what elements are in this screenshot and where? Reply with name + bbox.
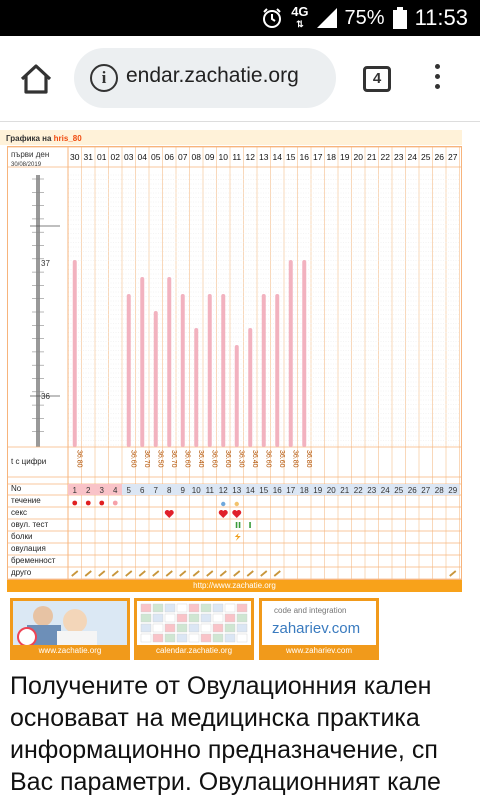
browser-toolbar — [0, 36, 480, 122]
zahariev-tagline: code and integration — [274, 606, 347, 615]
cycle-day-number: 12 — [218, 486, 228, 495]
temperature-value: 36.80 — [304, 450, 312, 468]
network-indicator: 4G ⇅ — [291, 4, 309, 29]
temperature-value: 36.60 — [264, 450, 272, 468]
note-pencil-icon — [450, 571, 456, 576]
date-label: 14 — [272, 152, 282, 162]
note-pencil-icon — [207, 571, 213, 576]
temperature-bar — [140, 277, 144, 447]
temperature-bar — [289, 260, 293, 447]
thumb-cell — [165, 624, 175, 632]
date-label: 09 — [205, 152, 215, 162]
date-label: 22 — [380, 152, 390, 162]
date-label: 07 — [178, 152, 188, 162]
bbt-chart-svg — [8, 147, 461, 579]
note-pencil-icon — [247, 571, 253, 576]
thumb-cell — [225, 634, 235, 642]
cycle-day-number: 26 — [407, 486, 417, 495]
temperature-bar — [262, 294, 266, 447]
cycle-day-number: 13 — [232, 486, 242, 495]
temperature-value: 36.60 — [210, 450, 218, 468]
thumb-cell — [153, 614, 163, 622]
chart-user-link[interactable]: hris_80 — [53, 134, 82, 143]
thumb-cell — [225, 604, 235, 612]
thumb-cell — [237, 634, 247, 642]
date-label: 19 — [340, 152, 350, 162]
thumb-cell — [189, 614, 199, 622]
y-tick-37: 37 — [41, 259, 50, 268]
thumb-cell — [237, 624, 247, 632]
date-labels — [70, 152, 458, 162]
banner-zachatie[interactable] — [10, 598, 130, 660]
temperature-value: 36.70 — [142, 450, 150, 468]
row-label-pain: болки — [11, 532, 33, 541]
row-label-ovulation: овулация — [11, 544, 46, 553]
thermometer-scale — [36, 175, 40, 447]
heart-icon — [165, 510, 174, 518]
thumb-cell — [165, 614, 175, 622]
note-pencil-icon — [193, 571, 199, 576]
cycle-day-number: 16 — [272, 486, 282, 495]
temperature-value: 36.50 — [156, 450, 164, 468]
note-pencil-icon — [72, 571, 78, 576]
tab-switcher-button[interactable]: 4 — [363, 66, 391, 92]
status-bar — [0, 0, 480, 36]
date-label: 12 — [245, 152, 255, 162]
cycle-day-number: 9 — [180, 486, 185, 495]
note-pencil-icon — [153, 571, 159, 576]
temperature-bar — [73, 260, 77, 447]
heart-icon — [219, 510, 228, 518]
note-pencil-icon — [139, 571, 145, 576]
day-markers — [68, 484, 460, 576]
clock: 11:53 — [414, 5, 468, 30]
date-label: 20 — [353, 152, 363, 162]
temperature-values — [75, 450, 312, 468]
date-label: 31 — [83, 152, 93, 162]
date-label: 08 — [191, 152, 201, 162]
thumb-cell — [177, 604, 187, 612]
date-label: 16 — [299, 152, 309, 162]
note-pencil-icon — [166, 571, 172, 576]
thumb-cell — [213, 614, 223, 622]
disclaimer-line-4: Вас параметри. Овулационният кале — [10, 768, 441, 796]
date-label: 10 — [218, 152, 228, 162]
temperature-value: 36.40 — [250, 450, 258, 468]
row-label-flow: течение — [11, 496, 41, 505]
alarm-icon — [261, 7, 283, 29]
date-label: 02 — [110, 152, 120, 162]
ovul-test-icon — [249, 522, 251, 528]
temperature-value: 36.40 — [196, 450, 204, 468]
signal-icon — [317, 8, 337, 28]
banner-1-caption: www.zachatie.org — [13, 645, 127, 657]
thumb-cell — [213, 634, 223, 642]
thumb-cell — [213, 624, 223, 632]
thumb-cell — [189, 634, 199, 642]
temperature-value: 36.60 — [223, 450, 231, 468]
web-page — [0, 122, 480, 800]
temperature-bar — [235, 345, 239, 447]
overflow-menu-icon[interactable] — [430, 64, 444, 94]
cycle-day-number: 6 — [140, 486, 145, 495]
note-pencil-icon — [126, 571, 132, 576]
cycle-day-number: 3 — [99, 486, 104, 495]
thumb-cell — [237, 614, 247, 622]
temperature-bar — [275, 294, 279, 447]
cycle-day-number: 5 — [126, 486, 131, 495]
chart-title-prefix: Графика на — [6, 134, 54, 143]
thumb-cell — [177, 624, 187, 632]
cycle-day-number: 27 — [421, 486, 431, 495]
row-label-other: друго — [11, 568, 32, 577]
temperature-bar — [208, 294, 212, 447]
note-pencil-icon — [261, 571, 267, 576]
zahariev-brand: zahariev.com — [272, 620, 361, 637]
cycle-day-number: 1 — [72, 486, 77, 495]
y-tick-36: 36 — [41, 392, 50, 401]
date-label: 27 — [448, 152, 458, 162]
date-label: 03 — [124, 152, 134, 162]
family-photo-icon — [13, 601, 127, 645]
date-label: 11 — [232, 152, 242, 162]
note-pencil-icon — [234, 571, 240, 576]
temperature-value: 36.60 — [183, 450, 191, 468]
cycle-day-number: 14 — [245, 486, 255, 495]
flow-drop-icon — [86, 501, 91, 506]
banner-3-caption: www.zahariev.com — [262, 645, 376, 657]
temperature-bar — [181, 294, 185, 447]
row-label-ovul-test: овул. тест — [11, 520, 49, 529]
first-day-date: 30/08/2019 — [11, 162, 42, 168]
temperature-bar — [221, 294, 225, 447]
battery-icon — [393, 7, 407, 29]
disclaimer-line-2: основават на медицинска практика — [10, 704, 420, 732]
date-label: 25 — [421, 152, 431, 162]
row-label-no: No — [11, 484, 22, 493]
pain-icon — [235, 533, 241, 541]
thumb-cell — [225, 624, 235, 632]
cycle-day-number: 29 — [448, 486, 458, 495]
note-pencil-icon — [274, 571, 280, 576]
home-icon[interactable] — [18, 61, 54, 97]
flow-drop-icon — [113, 501, 118, 506]
thumb-cell — [141, 604, 151, 612]
thumb-cell — [177, 634, 187, 642]
cycle-day-number: 25 — [394, 486, 404, 495]
thumb-cell — [201, 604, 211, 612]
cycle-day-number: 2 — [86, 486, 91, 495]
temperature-bar — [194, 328, 198, 447]
date-label: 15 — [286, 152, 296, 162]
date-label: 30 — [70, 152, 80, 162]
thumb-cell — [201, 614, 211, 622]
url-text: endar.zachatie.org — [126, 64, 299, 87]
thumb-cell — [153, 604, 163, 612]
calendar-thumbnail-icon — [137, 601, 251, 645]
drop-icon — [235, 502, 239, 506]
row-labels — [11, 457, 56, 577]
date-label: 24 — [407, 152, 417, 162]
cycle-day-number: 22 — [353, 486, 363, 495]
date-label: 26 — [434, 152, 444, 162]
address-bar[interactable] — [74, 48, 336, 108]
banner-2-caption: calendar.zachatie.org — [137, 645, 251, 657]
thumb-cell — [189, 604, 199, 612]
first-day-label: първи ден — [11, 150, 50, 159]
temperature-value: 36.70 — [169, 450, 177, 468]
date-label: 18 — [326, 152, 336, 162]
ovul-test-icon — [239, 522, 241, 528]
temperature-value: 36.80 — [291, 450, 299, 468]
cycle-day-number: 21 — [340, 486, 350, 495]
cycle-day-number: 4 — [113, 486, 118, 495]
chart-header — [0, 130, 462, 145]
date-label: 13 — [259, 152, 269, 162]
temperature-bar — [127, 294, 131, 447]
flow-drop-icon — [72, 501, 77, 506]
thumb-cell — [141, 634, 151, 642]
cycle-day-number: 19 — [313, 486, 323, 495]
note-pencil-icon — [112, 571, 118, 576]
disclaimer-text — [10, 670, 480, 798]
cycle-day-number: 20 — [326, 486, 336, 495]
row-label-pregnancy: бременност — [11, 556, 56, 565]
thumb-cell — [189, 624, 199, 632]
flow-drop-icon — [99, 501, 104, 506]
note-pencil-icon — [220, 571, 226, 576]
cycle-day-number: 11 — [205, 486, 214, 495]
thumb-cell — [165, 604, 175, 612]
cycle-day-number: 8 — [167, 486, 172, 495]
cycle-day-number: 24 — [380, 486, 390, 495]
date-label: 21 — [367, 152, 377, 162]
cycle-day-number: 10 — [191, 486, 201, 495]
temperature-value: 36.60 — [277, 450, 285, 468]
date-label: 23 — [394, 152, 404, 162]
thumb-cell — [165, 634, 175, 642]
heart-icon — [232, 510, 241, 518]
battery-percent: 75% — [344, 6, 385, 29]
note-pencil-icon — [99, 571, 105, 576]
thumb-cell — [153, 634, 163, 642]
date-label: 17 — [313, 152, 323, 162]
row-label-temp-digits: t с цифри — [11, 457, 47, 466]
temperature-bar — [167, 277, 171, 447]
thumb-cell — [177, 614, 187, 622]
thumb-cell — [141, 624, 151, 632]
temperature-value: 36.30 — [237, 450, 245, 468]
disclaimer-line-3: информационно предназначение, сп — [10, 736, 438, 764]
cycle-day-number: 15 — [259, 486, 269, 495]
cycle-day-number: 23 — [367, 486, 377, 495]
thumb-cell — [201, 634, 211, 642]
date-label: 01 — [97, 152, 107, 162]
ovul-test-icon — [236, 522, 238, 528]
date-label: 04 — [137, 152, 147, 162]
zahariev-logo-icon — [262, 601, 376, 645]
thumb-cell — [225, 614, 235, 622]
date-label: 06 — [164, 152, 174, 162]
zachatie-footer-link[interactable]: http://www.zachatie.org — [7, 580, 462, 592]
temperature-bar — [154, 311, 158, 447]
thumb-cell — [213, 604, 223, 612]
bbt-chart — [7, 146, 462, 580]
drop-icon — [221, 502, 225, 506]
banner-zahariev[interactable] — [259, 598, 379, 660]
thumb-cell — [237, 604, 247, 612]
thumb-cell — [141, 614, 151, 622]
row-label-sex: секс — [11, 508, 28, 517]
cycle-day-number: 28 — [434, 486, 444, 495]
temperature-bar — [302, 260, 306, 447]
cycle-day-number: 17 — [286, 486, 296, 495]
cycle-day-number: 7 — [153, 486, 158, 495]
temperature-value: 36.80 — [75, 450, 83, 468]
temperature-bar — [248, 328, 252, 447]
temperature-value: 36.60 — [129, 450, 137, 468]
date-label: 05 — [151, 152, 161, 162]
thumb-cell — [201, 624, 211, 632]
info-icon[interactable]: i — [90, 64, 118, 92]
note-pencil-icon — [85, 571, 91, 576]
disclaimer-line-1: Получените от Овулационния кален — [10, 672, 432, 700]
banner-calendar[interactable] — [134, 598, 254, 660]
note-pencil-icon — [180, 571, 186, 576]
thumb-cell — [153, 624, 163, 632]
cycle-day-number: 18 — [299, 486, 309, 495]
